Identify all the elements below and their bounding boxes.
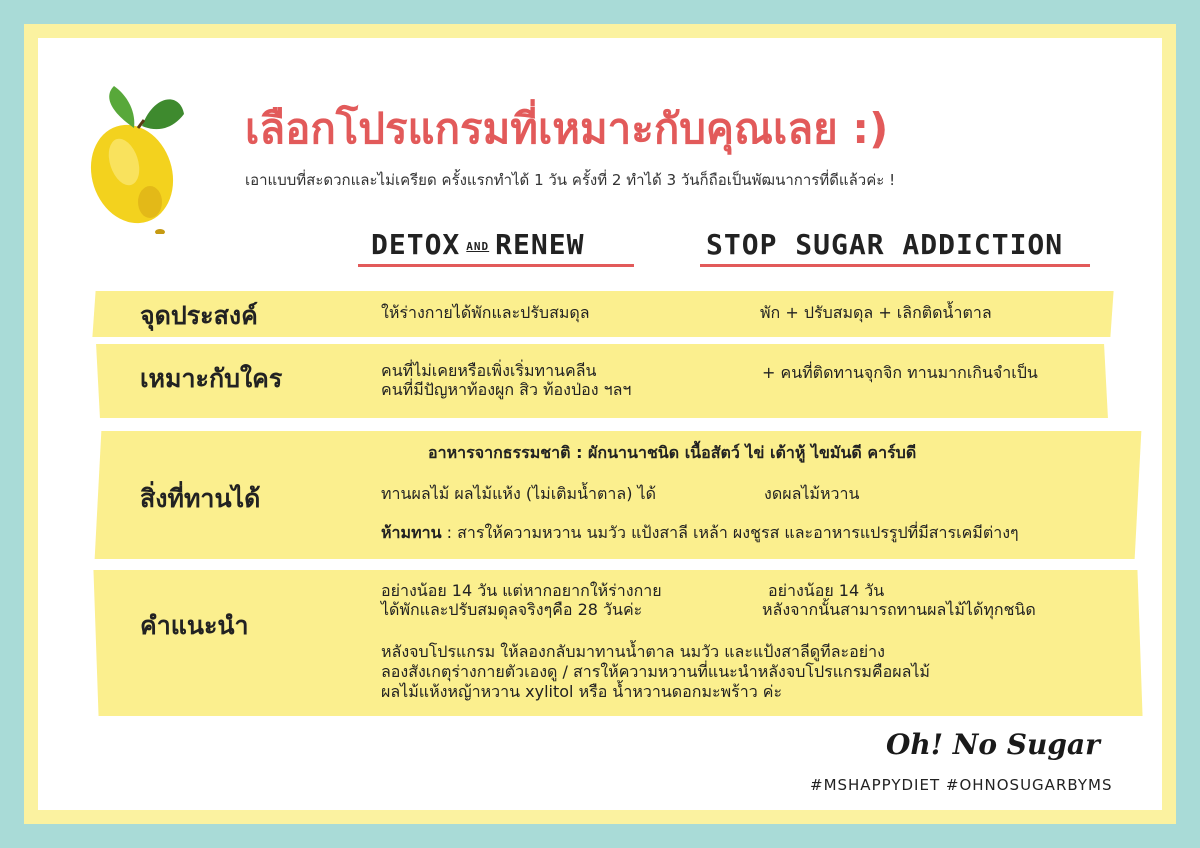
forbidden-label: ห้ามทาน [381,523,442,542]
advice-stop-sugar-line1: อย่างน้อย 14 วัน [768,581,885,600]
advice-after-line3: ผลไม้แห้งหญ้าหวาน xylitol หรือ น้ำหวานดอกมะพร้าว ค่ะ [381,682,783,701]
row-label-purpose: จุดประสงค์ [140,301,258,330]
column-header-detox-amp: AND [466,239,490,253]
advice-detox-line2: ได้พักและปรับสมดุลจริงๆคือ 28 วันค่ะ [381,600,643,619]
advice-after-line2: ลองสังเกตุร่างกายตัวเองดู / สารให้ความหวานที่แนะนำหลังจบโปรแกรมคือผลไม้ [381,662,930,681]
suitable-detox-line2: คนที่มีปัญหาท้องผูก สิว ท้องป่อง ฯลฯ [381,380,632,399]
lemon-icon [84,84,188,234]
column-header-detox-part2: RENEW [495,228,585,261]
hashtags: #MSHAPPYDIET #OHNOSUGARBYMS [810,776,1113,794]
row-label-edible: สิ่งที่ทานได้ [140,484,261,513]
column-header-stop-sugar-underline [700,264,1090,267]
column-header-detox-underline [358,264,634,267]
column-header-detox-part1: DETOX [371,228,461,261]
suitable-detox-line1: คนที่ไม่เคยหรือเพิ่งเริ่มทานคลีน [381,361,597,380]
edible-forbidden [381,523,1019,542]
edible-stop-sugar: งดผลไม้หวาน [764,484,860,503]
content-card [38,38,1162,810]
purpose-detox: ให้ร่างกายได้พักและปรับสมดุล [381,303,590,322]
page-title: เลือกโปรแกรมที่เหมาะกับคุณเลย :) [245,104,889,153]
row-label-advice: คำแนะนำ [140,611,249,640]
advice-stop-sugar-line2: หลังจากนั้นสามารถทานผลไม้ได้ทุกชนิด [762,600,1036,619]
advice-detox-line1: อย่างน้อย 14 วัน แต่หากอยากให้ร่างกาย [381,581,662,600]
column-header-stop-sugar: STOP SUGAR ADDICTION [706,228,1064,261]
forbidden-text: : สารให้ความหวาน นมวัว แป้งสาลี เหล้า ผงชูรส และอาหารแปรรูปที่มีสารเคมีต่างๆ [441,523,1019,542]
row-label-suitable: เหมาะกับใคร [140,364,283,393]
page-subtitle: เอาแบบที่สะดวกและไม่เครียด ครั้งแรกทำได้ 1 วัน ครั้งที่ 2 ทำได้ 3 วันก็ถือเป็นพัฒนาการที่ดีแล้วค่ะ ! [245,171,896,189]
column-header-detox [371,228,584,261]
suitable-stop-sugar: + คนที่ติดทานจุกจิก ทานมากเกินจำเป็น [762,363,1038,382]
edible-common: อาหารจากธรรมชาติ : ผักนานาชนิด เนื้อสัตว์ ไข่ เต้าหู้ ไขมันดี คาร์บดี [428,443,917,462]
purpose-stop-sugar: พัก + ปรับสมดุล + เลิกติดน้ำตาล [760,303,992,322]
edible-detox: ทานผลไม้ ผลไม้แห้ง (ไม่เติมน้ำตาล) ได้ [381,484,656,503]
brand-logo: Oh! No Sugar [886,728,1100,761]
advice-after-line1: หลังจบโปรแกรม ให้ลองกลับมาทานน้ำตาล นมวัว และแป้งสาลีดูทีละอย่าง [381,642,885,661]
